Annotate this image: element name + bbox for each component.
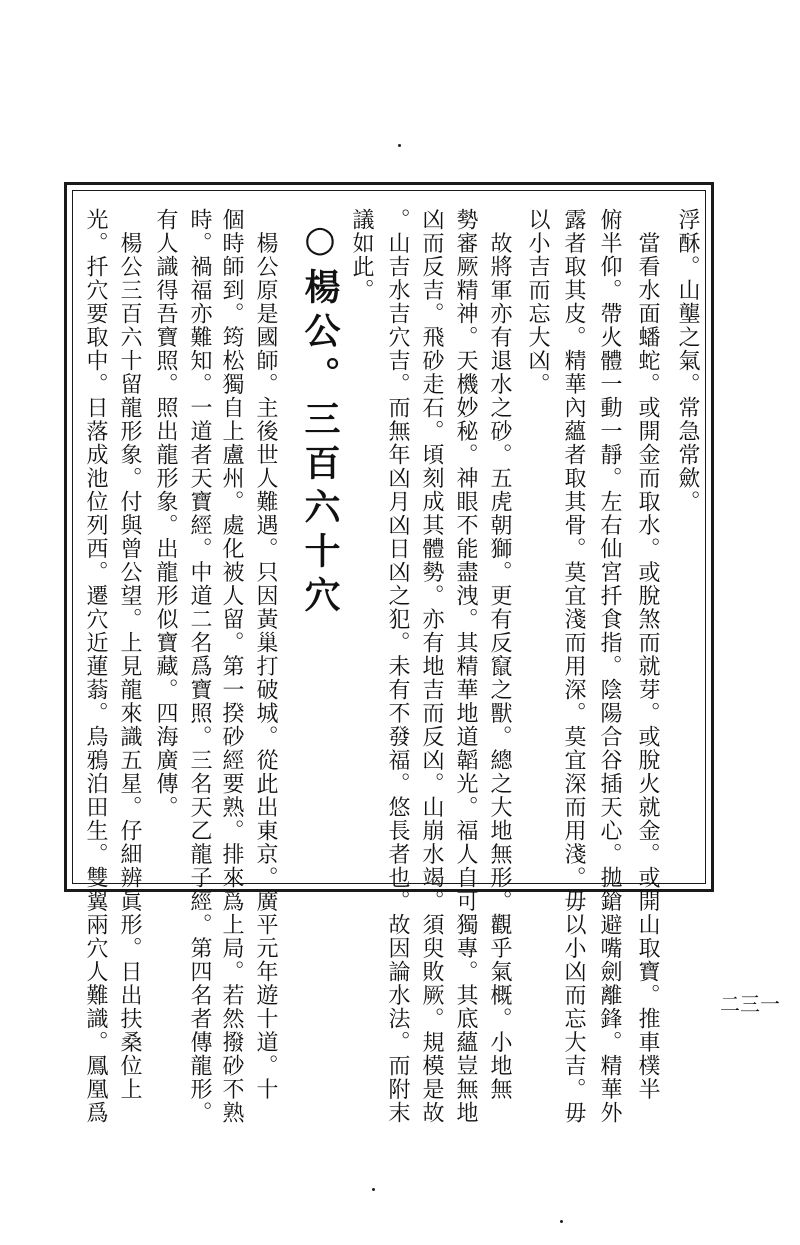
text-column-14: 有人識得吾寶照。照出龍形象。出龍形似寶藏。四海廣傳。	[153, 208, 178, 819]
text-column-12: 個時師到。筠松獨自上盧州。處化被人留。第一揆砂經要熟。排來爲上局。若然撥砂不熟	[219, 208, 244, 1125]
print-speck	[560, 1220, 563, 1223]
text-column-15: 楊公三百六十留龍形象。付與曾公望。上見龍來識五星。仔細辨眞形。日出扶桑位上	[117, 208, 142, 1101]
print-speck	[398, 144, 401, 147]
text-column-7: 勢審厥精神。天機妙秘。神眼不能盡洩。其精華地道韜光。福人自可獨專。其底蘊豈無地	[453, 208, 478, 1125]
section-title: ○楊公。三百六十穴	[299, 218, 341, 620]
text-column-6: 故將軍亦有退水之砂。五虎朝獅。更有反竄之獸。總之大地無形。觀乎氣概。小地無	[487, 208, 512, 1101]
text-column-16: 光。扦穴要取中。日落成池位列西。遷穴近蓮蓊。烏鴉泊田生。雙翼兩穴人難識。鳳凰爲	[83, 208, 108, 1125]
print-speck	[372, 1188, 375, 1191]
text-column-1: 浮酥。山壟之氣。常急常歛。	[675, 208, 700, 514]
text-column-10: 議如此。	[349, 208, 374, 302]
text-column-9: 。山吉水吉穴吉。而無年凶月凶日凶之犯。未有不發福。悠長者也。故因論水法。而附末	[385, 208, 410, 1125]
text-column-4: 露者取其皮。精華內蘊者取其骨。莫宜淺而用深。莫宜深而用淺。毋以小凶而忘大吉。毋	[561, 208, 586, 1125]
text-column-5: 以小吉而忘大凶。	[525, 208, 550, 396]
text-column-3: 俯半仰。帶火體一動一靜。左右仙宮扦食指。陰陽合谷插天心。拋鎗避嘴劍離鋒。精華外	[597, 208, 622, 1125]
text-column-11: 楊公原是國師。主後世人難遇。只因黃巢打破城。從此出東京。廣平元年遊十道。十	[253, 208, 278, 1101]
text-column-8: 凶而反吉。飛砂走石。頃刻成其體勢。亦有地吉而反凶。山崩水竭。須臾敗厥。規模是故	[419, 208, 444, 1125]
text-column-13: 時。禍福亦難知。一道者天寶經。中道二名爲寶照。三名天乙龍子經。第四名者傳龍形。	[187, 208, 212, 1125]
text-column-2: 當看水面蟠蛇。或開金而取水。或脫煞而就芽。或脫火就金。或開山取寶。推車樸半	[635, 208, 660, 1101]
page-number: 二三一	[720, 992, 780, 1016]
